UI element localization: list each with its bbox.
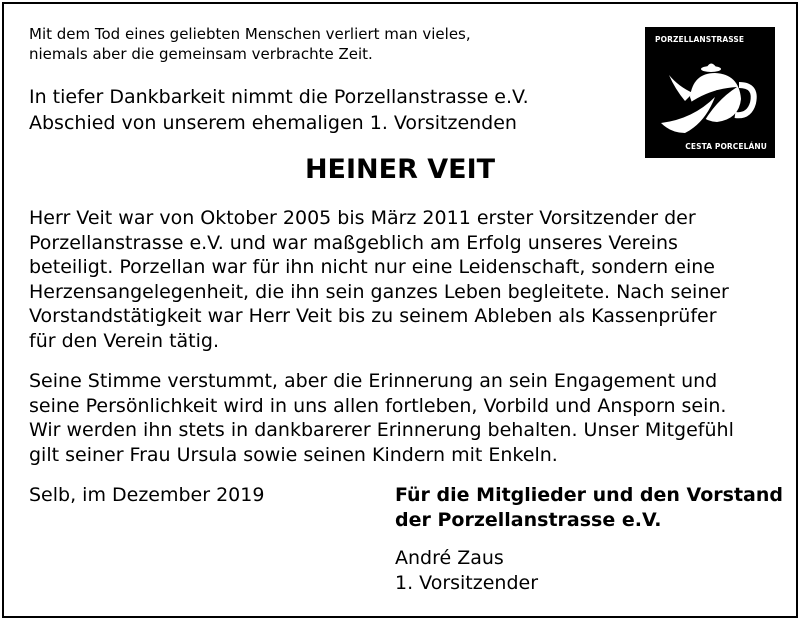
memorial-quote xyxy=(29,24,589,64)
logo-top-text: PORZELLANSTRASSE xyxy=(655,35,745,44)
teapot-icon xyxy=(645,27,775,158)
paragraph-1-line: Herr Veit war von Oktober 2005 bis März 2011 erster Vorsitzender der xyxy=(29,207,696,229)
signature-org-line-2: der Porzellanstrasse e.V. xyxy=(395,509,662,531)
signer-name: André Zaus xyxy=(395,547,504,569)
intro-text xyxy=(29,84,589,136)
signer-role: 1. Vorsitzender xyxy=(395,572,539,594)
deceased-name: HEINER VEIT xyxy=(304,154,496,185)
paragraph-1-line: Porzellanstrasse e.V. und war maßgeblich am Erfolg unseres Vereins xyxy=(29,231,678,254)
intro-line-2: Abschied von unserem ehemaligen 1. Vorsitzenden xyxy=(29,112,517,134)
logo-bottom-text: CESTA PORCELÁNU xyxy=(685,142,767,151)
paragraph-1-line: Herzensangelegenheit, die ihn sein ganzes Leben begleitete. Nach seiner xyxy=(29,280,729,303)
paragraph-2 xyxy=(29,369,779,467)
intro-line-1: In tiefer Dankbarkeit nimmt die Porzellanstrasse e.V. xyxy=(29,86,529,108)
paragraph-1 xyxy=(29,206,779,354)
quote-line-1: Mit dem Tod eines geliebten Menschen verliert man vieles, xyxy=(29,25,471,43)
signature-block xyxy=(395,483,783,596)
paragraph-2-line: gilt seiner Frau Ursula sowie seinen Kindern mit Enkeln. xyxy=(29,443,558,466)
paragraph-2-line: Wir werden ihn stets in dankbarerer Erinnerung behalten. Unser Mitgefühl xyxy=(29,419,734,442)
paragraph-1-line: beteiligt. Porzellan war für ihn nicht nur eine Leidenschaft, sondern eine xyxy=(29,256,715,279)
paragraph-2-line: seine Persönlichkeit wird in uns allen fortleben, Vorbild und Ansporn sein. xyxy=(29,394,727,417)
paragraph-1-line: für den Verein tätig. xyxy=(29,329,219,352)
signature-org-line-1: Für die Mitglieder und den Vorstand xyxy=(395,484,783,506)
paragraph-1-line: Vorstandstätigkeit war Herr Veit bis zu seinem Ableben als Kassenprüfer xyxy=(29,305,717,328)
quote-line-2: niemals aber die gemeinsam verbrachte Zeit. xyxy=(29,45,373,63)
place-date: Selb, im Dezember 2019 xyxy=(29,484,265,506)
paragraph-2-line: Seine Stimme verstummt, aber die Erinnerung an sein Engagement und xyxy=(29,370,718,392)
porzellanstrasse-logo xyxy=(645,27,775,158)
